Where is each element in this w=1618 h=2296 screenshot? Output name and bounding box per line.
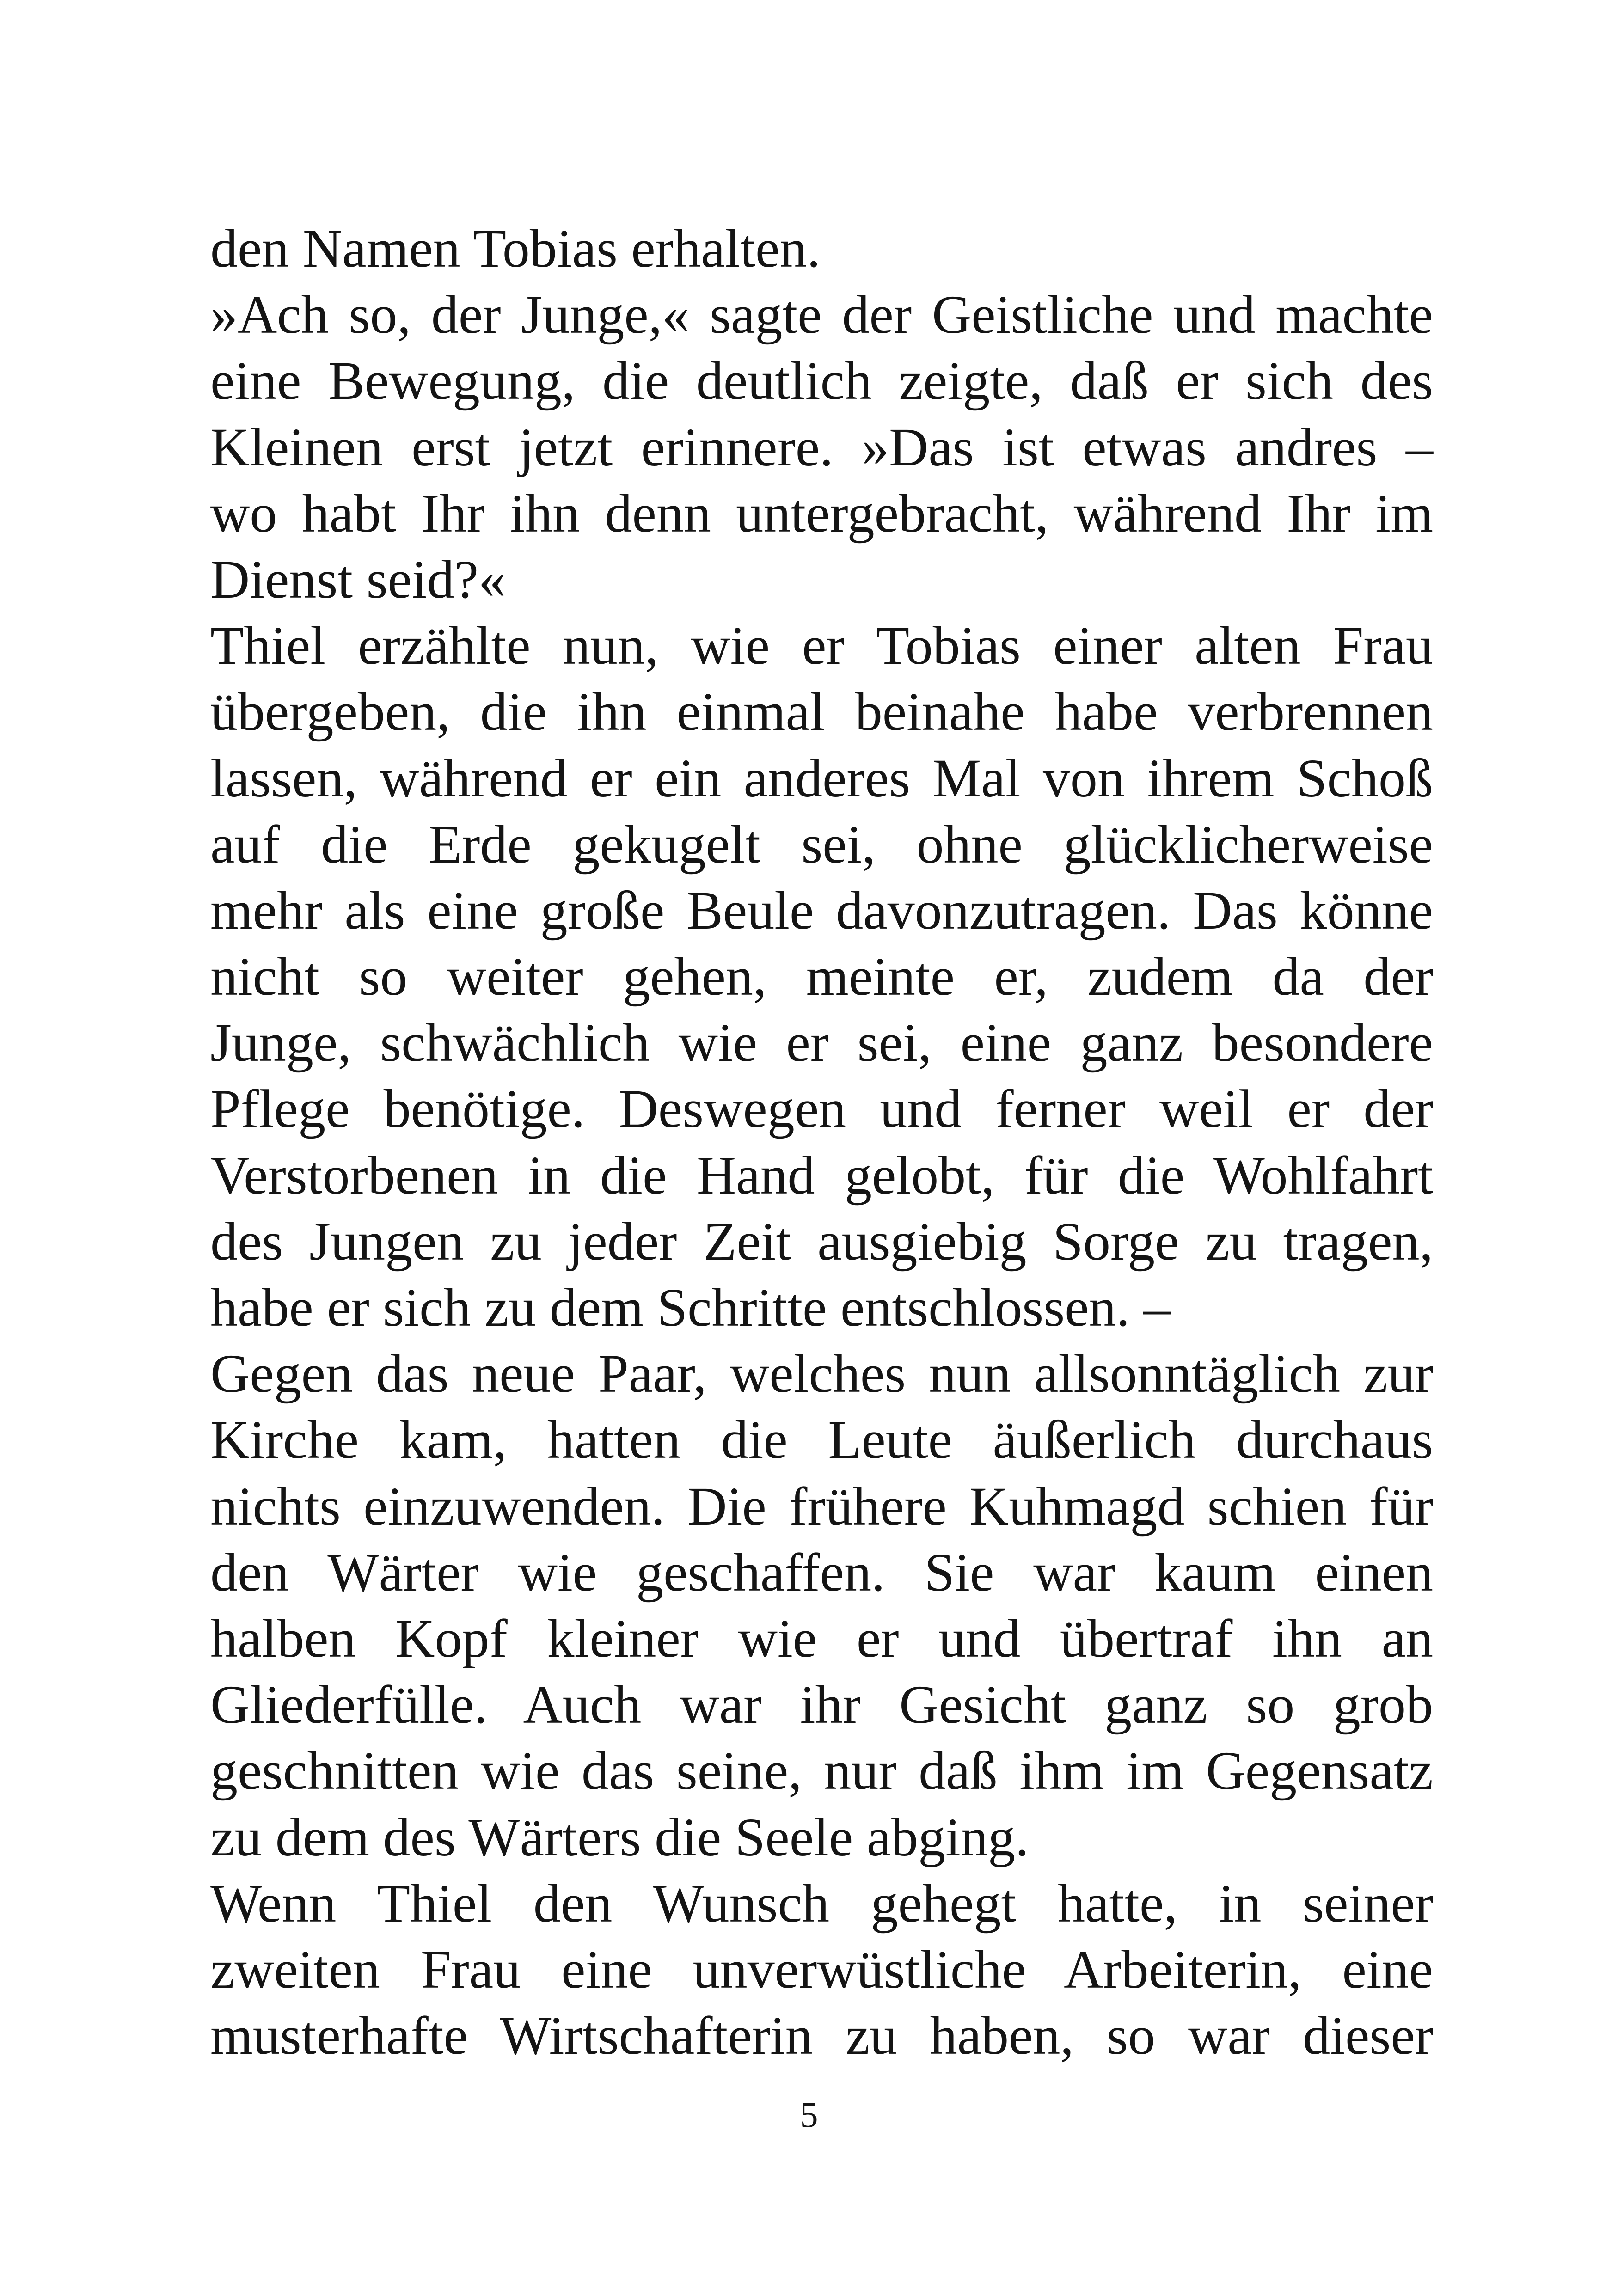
- text-line: mehr als eine große Beule davonzutragen. Das könne: [210, 880, 1433, 941]
- text-line: des Jungen zu jeder Zeit ausgiebig Sorge zu tragen,: [210, 1211, 1433, 1272]
- text-line: Thiel erzählte nun, wie er Tobias einer alten Frau: [210, 615, 1433, 676]
- text-line: wo habt Ihr ihn denn untergebracht, während Ihr im: [210, 483, 1433, 544]
- text-line: Dienst seid?«: [210, 549, 506, 610]
- text-line: Kirche kam, hatten die Leute äußerlich durchaus: [210, 1409, 1433, 1470]
- text-line: Kleinen erst jetzt erinnere. »Das ist etwas andres –: [210, 416, 1433, 478]
- text-line: geschnitten wie das seine, nur daß ihm im Gegensatz: [210, 1740, 1433, 1801]
- text-line: »Ach so, der Junge,« sagte der Geistliche und machte: [210, 284, 1433, 345]
- body-text: [210, 215, 1433, 2069]
- text-line: nicht so weiter gehen, meinte er, zudem da der: [210, 946, 1433, 1007]
- text-line: habe er sich zu dem Schritte entschlossen. –: [210, 1277, 1171, 1338]
- text-line: Gliederfülle. Auch war ihr Gesicht ganz so grob: [210, 1674, 1433, 1735]
- text-line: lassen, während er ein anderes Mal von ihrem Schoß: [210, 747, 1433, 808]
- text-line: zu dem des Wärters die Seele abging.: [210, 1806, 1029, 1867]
- text-line: Pflege benötige. Deswegen und ferner weil er der: [210, 1078, 1433, 1139]
- text-line: Junge, schwächlich wie er sei, eine ganz besondere: [210, 1012, 1433, 1073]
- text-line: nichts einzuwenden. Die frühere Kuhmagd schien für: [210, 1476, 1433, 1537]
- text-line: den Namen Tobias erhalten.: [210, 218, 821, 279]
- text-line: Verstorbenen in die Hand gelobt, für die Wohlfahrt: [210, 1145, 1433, 1206]
- text-line: den Wärter wie geschaffen. Sie war kaum einen: [210, 1542, 1433, 1603]
- text-line: Wenn Thiel den Wunsch gehegt hatte, in seiner: [210, 1873, 1433, 1934]
- text-line: musterhafte Wirtschafterin zu haben, so war dieser: [210, 2005, 1433, 2066]
- text-line: eine Bewegung, die deutlich zeigte, daß er sich des: [210, 350, 1433, 411]
- text-line: übergeben, die ihn einmal beinahe habe verbrennen: [210, 681, 1433, 742]
- text-line: auf die Erde gekugelt sei, ohne glücklicherweise: [210, 814, 1433, 875]
- text-line: Gegen das neue Paar, welches nun allsonntäglich zur: [210, 1343, 1433, 1404]
- text-line: halben Kopf kleiner wie er und übertraf ihn an: [210, 1608, 1433, 1669]
- page-number: 5: [800, 2094, 818, 2135]
- text-line: zweiten Frau eine unverwüstliche Arbeiterin, eine: [210, 1939, 1433, 2000]
